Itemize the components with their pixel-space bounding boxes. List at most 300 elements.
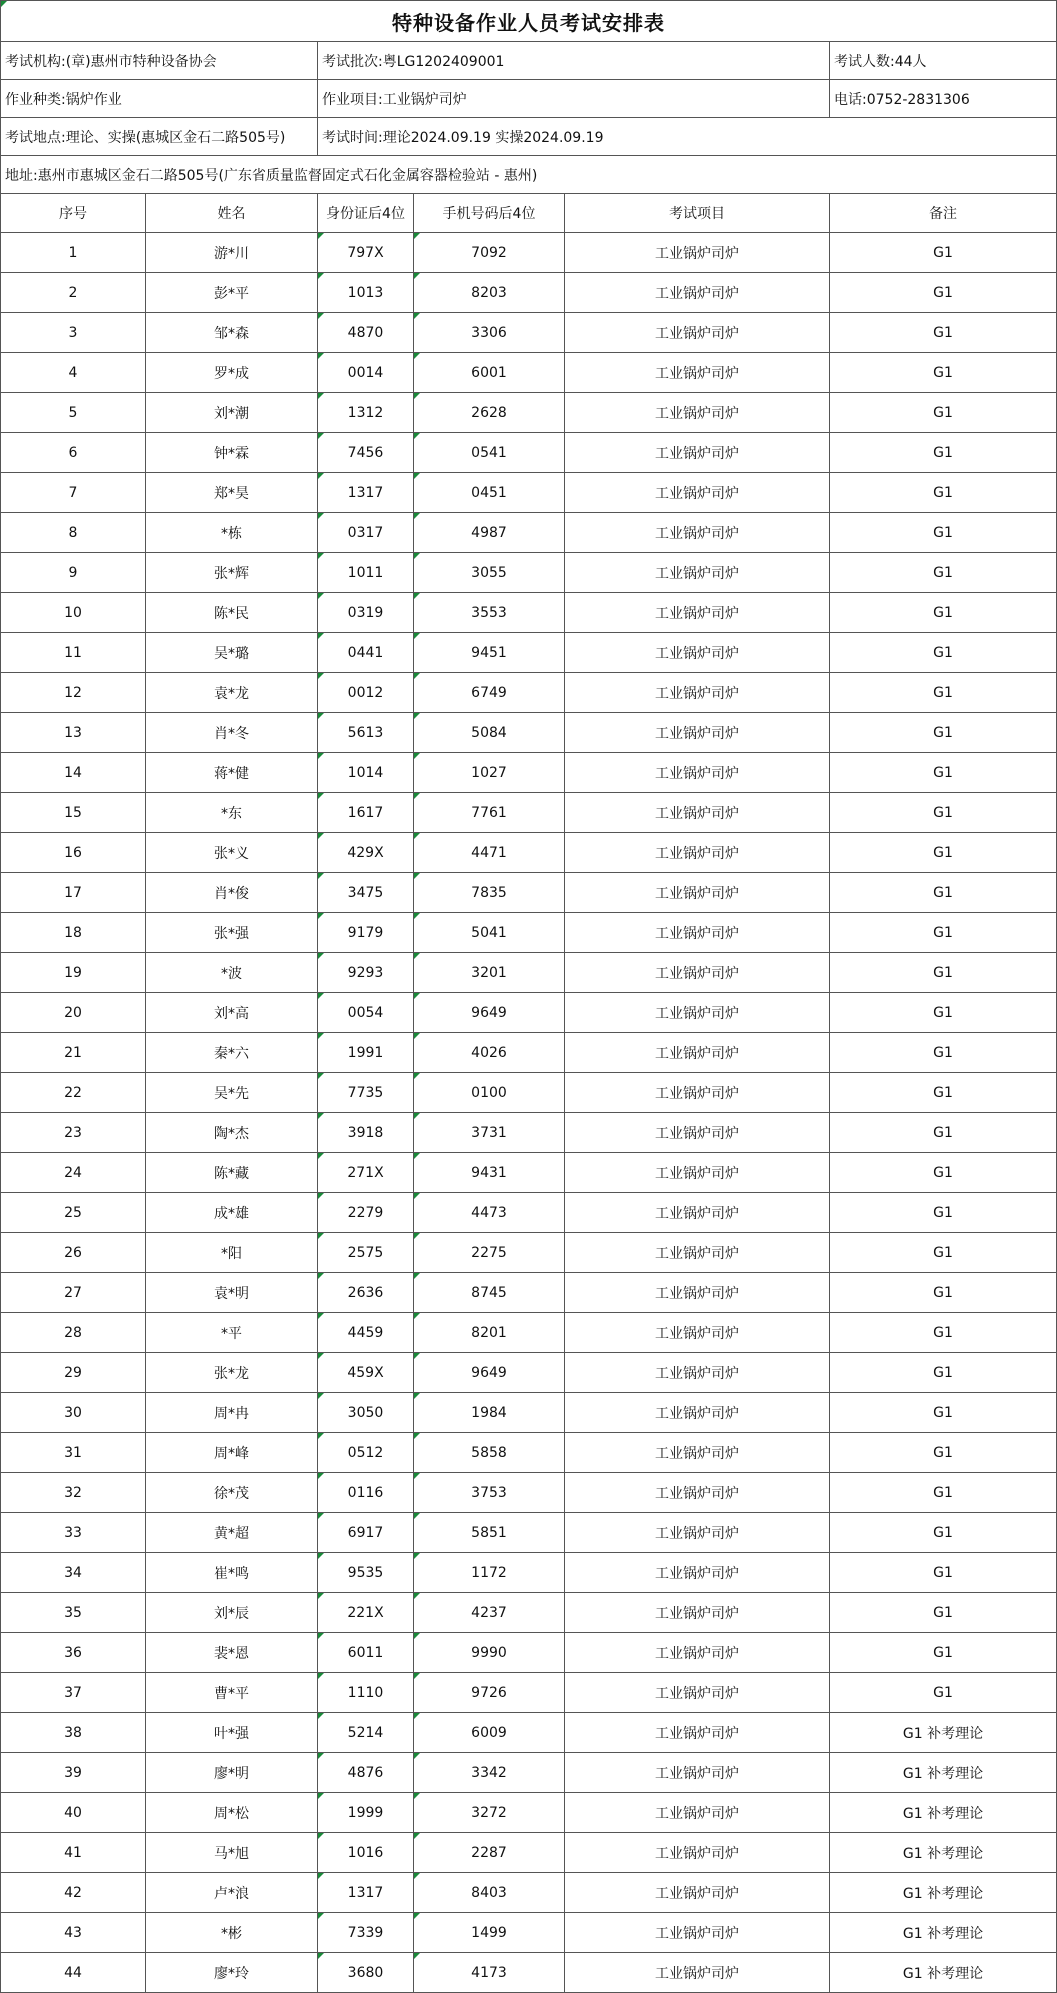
table-row (1, 873, 1057, 913)
cell-id-last4: 0012 (318, 673, 414, 713)
cell-seq: 24 (1, 1153, 146, 1193)
cell-seq: 40 (1, 1793, 146, 1833)
cell-seq: 11 (1, 633, 146, 673)
cell-seq: 37 (1, 1673, 146, 1713)
cell-id-last4: 1617 (318, 793, 414, 833)
table-row (1, 1273, 1057, 1313)
cell-phone-last4: 9649 (414, 993, 565, 1033)
cell-name: *栋 (146, 513, 318, 553)
cell-remark: G1 (830, 1113, 1057, 1153)
cell-remark: G1 (830, 1473, 1057, 1513)
cell-phone-last4: 8403 (414, 1873, 565, 1913)
cell-exam-item: 工业锅炉司炉 (565, 1953, 830, 1993)
cell-phone-last4: 0451 (414, 473, 565, 513)
cell-phone-last4: 2275 (414, 1233, 565, 1273)
exam-time: 考试时间:理论2024.09.19 实操2024.09.19 (318, 118, 1057, 156)
cell-exam-item: 工业锅炉司炉 (565, 953, 830, 993)
cell-name: 袁*龙 (146, 673, 318, 713)
cell-phone-last4: 3306 (414, 313, 565, 353)
table-row (1, 353, 1057, 393)
cell-remark: G1 (830, 913, 1057, 953)
cell-name: 成*雄 (146, 1193, 318, 1233)
table-row (1, 1393, 1057, 1433)
cell-exam-item: 工业锅炉司炉 (565, 1273, 830, 1313)
cell-name: 周*冉 (146, 1393, 318, 1433)
cell-id-last4: 9179 (318, 913, 414, 953)
cell-name: 曹*平 (146, 1673, 318, 1713)
exam-count: 考试人数:44人 (830, 42, 1057, 80)
cell-seq: 14 (1, 753, 146, 793)
table-row (1, 713, 1057, 753)
cell-phone-last4: 2628 (414, 393, 565, 433)
cell-exam-item: 工业锅炉司炉 (565, 393, 830, 433)
table-row (1, 1353, 1057, 1393)
cell-id-last4: 7339 (318, 1913, 414, 1953)
cell-seq: 34 (1, 1553, 146, 1593)
cell-id-last4: 459X (318, 1353, 414, 1393)
cell-seq: 10 (1, 593, 146, 633)
table-row (1, 633, 1057, 673)
cell-id-last4: 7456 (318, 433, 414, 473)
cell-exam-item: 工业锅炉司炉 (565, 673, 830, 713)
cell-exam-item: 工业锅炉司炉 (565, 1873, 830, 1913)
cell-name: 廖*玲 (146, 1953, 318, 1993)
table-row (1, 513, 1057, 553)
cell-seq: 3 (1, 313, 146, 353)
cell-name: 徐*茂 (146, 1473, 318, 1513)
table-row (1, 1913, 1057, 1953)
cell-exam-item: 工业锅炉司炉 (565, 1153, 830, 1193)
cell-id-last4: 271X (318, 1153, 414, 1193)
cell-name: 崔*鸣 (146, 1553, 318, 1593)
cell-phone-last4: 4987 (414, 513, 565, 553)
cell-exam-item: 工业锅炉司炉 (565, 1833, 830, 1873)
exam-institution: 考试机构:(章)惠州市特种设备协会 (1, 42, 318, 80)
cell-phone-last4: 4237 (414, 1593, 565, 1633)
cell-name: 周*峰 (146, 1433, 318, 1473)
header-name: 姓名 (146, 194, 318, 233)
cell-seq: 18 (1, 913, 146, 953)
cell-seq: 15 (1, 793, 146, 833)
cell-name: 叶*强 (146, 1713, 318, 1753)
table-row (1, 553, 1057, 593)
cell-phone-last4: 9431 (414, 1153, 565, 1193)
cell-phone-last4: 3553 (414, 593, 565, 633)
cell-seq: 33 (1, 1513, 146, 1553)
cell-id-last4: 2575 (318, 1233, 414, 1273)
cell-seq: 17 (1, 873, 146, 913)
cell-phone-last4: 7092 (414, 233, 565, 273)
table-row (1, 1113, 1057, 1153)
cell-name: 裴*恩 (146, 1633, 318, 1673)
cell-remark: G1 (830, 1073, 1057, 1113)
cell-seq: 25 (1, 1193, 146, 1233)
cell-seq: 44 (1, 1953, 146, 1993)
cell-seq: 30 (1, 1393, 146, 1433)
cell-name: 廖*明 (146, 1753, 318, 1793)
cell-name: *波 (146, 953, 318, 993)
cell-name: 蒋*健 (146, 753, 318, 793)
cell-name: 彭*平 (146, 273, 318, 313)
table-row (1, 1553, 1057, 1593)
cell-name: 张*龙 (146, 1353, 318, 1393)
cell-id-last4: 0116 (318, 1473, 414, 1513)
cell-seq: 1 (1, 233, 146, 273)
cell-remark: G1 (830, 1393, 1057, 1433)
cell-phone-last4: 5084 (414, 713, 565, 753)
cell-phone-last4: 3753 (414, 1473, 565, 1513)
cell-seq: 32 (1, 1473, 146, 1513)
cell-exam-item: 工业锅炉司炉 (565, 1193, 830, 1233)
cell-id-last4: 221X (318, 1593, 414, 1633)
cell-phone-last4: 9990 (414, 1633, 565, 1673)
cell-seq: 41 (1, 1833, 146, 1873)
cell-remark: G1 (830, 433, 1057, 473)
cell-seq: 22 (1, 1073, 146, 1113)
cell-phone-last4: 7835 (414, 873, 565, 913)
table-row (1, 1873, 1057, 1913)
cell-exam-item: 工业锅炉司炉 (565, 713, 830, 753)
table-row (1, 1513, 1057, 1553)
cell-name: 马*旭 (146, 1833, 318, 1873)
table-row (1, 753, 1057, 793)
cell-name: 黄*超 (146, 1513, 318, 1553)
cell-remark: G1 (830, 593, 1057, 633)
exam-address: 地址:惠州市惠城区金石二路505号(广东省质量监督固定式石化金属容器检验站 - 惠州) (1, 156, 1057, 194)
cell-id-last4: 797X (318, 233, 414, 273)
cell-remark: G1 (830, 353, 1057, 393)
cell-id-last4: 5214 (318, 1713, 414, 1753)
cell-id-last4: 4459 (318, 1313, 414, 1353)
cell-seq: 36 (1, 1633, 146, 1673)
cell-phone-last4: 4173 (414, 1953, 565, 1993)
cell-exam-item: 工业锅炉司炉 (565, 273, 830, 313)
cell-phone-last4: 3342 (414, 1753, 565, 1793)
cell-seq: 5 (1, 393, 146, 433)
cell-remark: G1 (830, 873, 1057, 913)
cell-id-last4: 1991 (318, 1033, 414, 1073)
cell-name: 郑*昊 (146, 473, 318, 513)
cell-phone-last4: 8201 (414, 1313, 565, 1353)
cell-phone-last4: 6009 (414, 1713, 565, 1753)
page-title: 特种设备作业人员考试安排表 (1, 1, 1057, 42)
cell-name: 袁*明 (146, 1273, 318, 1313)
cell-exam-item: 工业锅炉司炉 (565, 1713, 830, 1753)
cell-phone-last4: 5851 (414, 1513, 565, 1553)
table-row (1, 1793, 1057, 1833)
cell-remark: G1 补考理论 (830, 1873, 1057, 1913)
cell-remark: G1 (830, 1033, 1057, 1073)
cell-id-last4: 1110 (318, 1673, 414, 1713)
cell-remark: G1 (830, 753, 1057, 793)
cell-id-last4: 1317 (318, 473, 414, 513)
table-row (1, 593, 1057, 633)
cell-phone-last4: 1172 (414, 1553, 565, 1593)
table-row (1, 673, 1057, 713)
cell-remark: G1 (830, 713, 1057, 753)
work-category: 作业种类:锅炉作业 (1, 80, 318, 118)
cell-exam-item: 工业锅炉司炉 (565, 1393, 830, 1433)
cell-exam-item: 工业锅炉司炉 (565, 233, 830, 273)
cell-id-last4: 7735 (318, 1073, 414, 1113)
cell-exam-item: 工业锅炉司炉 (565, 1473, 830, 1513)
cell-exam-item: 工业锅炉司炉 (565, 1513, 830, 1553)
cell-seq: 23 (1, 1113, 146, 1153)
cell-seq: 12 (1, 673, 146, 713)
cell-seq: 42 (1, 1873, 146, 1913)
cell-id-last4: 3680 (318, 1953, 414, 1993)
cell-remark: G1 (830, 1153, 1057, 1193)
table-row (1, 1753, 1057, 1793)
cell-exam-item: 工业锅炉司炉 (565, 633, 830, 673)
cell-id-last4: 1014 (318, 753, 414, 793)
cell-name: 张*义 (146, 833, 318, 873)
cell-exam-item: 工业锅炉司炉 (565, 1113, 830, 1153)
cell-exam-item: 工业锅炉司炉 (565, 913, 830, 953)
cell-exam-item: 工业锅炉司炉 (565, 753, 830, 793)
cell-name: *东 (146, 793, 318, 833)
cell-id-last4: 429X (318, 833, 414, 873)
table-row (1, 1633, 1057, 1673)
cell-phone-last4: 6749 (414, 673, 565, 713)
table-row (1, 1033, 1057, 1073)
cell-remark: G1 补考理论 (830, 1713, 1057, 1753)
cell-name: 肖*冬 (146, 713, 318, 753)
cell-phone-last4: 0541 (414, 433, 565, 473)
exam-batch: 考试批次:粤LG1202409001 (318, 42, 830, 80)
cell-phone-last4: 1984 (414, 1393, 565, 1433)
table-row (1, 1313, 1057, 1353)
cell-name: 卢*浪 (146, 1873, 318, 1913)
cell-remark: G1 (830, 1513, 1057, 1553)
cell-name: 张*强 (146, 913, 318, 953)
cell-seq: 9 (1, 553, 146, 593)
cell-phone-last4: 9649 (414, 1353, 565, 1393)
cell-remark: G1 补考理论 (830, 1913, 1057, 1953)
cell-remark: G1 (830, 1593, 1057, 1633)
cell-name: 陈*民 (146, 593, 318, 633)
cell-name: 钟*霖 (146, 433, 318, 473)
cell-id-last4: 4870 (318, 313, 414, 353)
cell-phone-last4: 7761 (414, 793, 565, 833)
table-row (1, 913, 1057, 953)
cell-exam-item: 工业锅炉司炉 (565, 593, 830, 633)
cell-phone-last4: 2287 (414, 1833, 565, 1873)
cell-remark: G1 (830, 273, 1057, 313)
cell-seq: 27 (1, 1273, 146, 1313)
table-row (1, 273, 1057, 313)
cell-name: 刘*辰 (146, 1593, 318, 1633)
cell-phone-last4: 3731 (414, 1113, 565, 1153)
cell-id-last4: 9293 (318, 953, 414, 993)
cell-id-last4: 1999 (318, 1793, 414, 1833)
cell-exam-item: 工业锅炉司炉 (565, 833, 830, 873)
cell-remark: G1 (830, 513, 1057, 553)
cell-name: 邹*森 (146, 313, 318, 353)
cell-remark: G1 (830, 833, 1057, 873)
table-row (1, 1473, 1057, 1513)
cell-phone-last4: 6001 (414, 353, 565, 393)
cell-seq: 26 (1, 1233, 146, 1273)
cell-id-last4: 6917 (318, 1513, 414, 1553)
cell-seq: 43 (1, 1913, 146, 1953)
cell-id-last4: 0319 (318, 593, 414, 633)
cell-exam-item: 工业锅炉司炉 (565, 993, 830, 1033)
cell-exam-item: 工业锅炉司炉 (565, 1073, 830, 1113)
cell-seq: 20 (1, 993, 146, 1033)
cell-name: *彬 (146, 1913, 318, 1953)
table-row (1, 1593, 1057, 1633)
cell-name: 陈*藏 (146, 1153, 318, 1193)
cell-name: 刘*高 (146, 993, 318, 1033)
cell-id-last4: 1013 (318, 273, 414, 313)
cell-remark: G1 (830, 1433, 1057, 1473)
table-row (1, 393, 1057, 433)
cell-name: 张*辉 (146, 553, 318, 593)
cell-name: 秦*六 (146, 1033, 318, 1073)
cell-id-last4: 9535 (318, 1553, 414, 1593)
cell-exam-item: 工业锅炉司炉 (565, 1433, 830, 1473)
table-row (1, 313, 1057, 353)
header-exam-item: 考试项目 (565, 194, 830, 233)
cell-id-last4: 1011 (318, 553, 414, 593)
cell-exam-item: 工业锅炉司炉 (565, 1633, 830, 1673)
cell-seq: 31 (1, 1433, 146, 1473)
table-row (1, 953, 1057, 993)
cell-phone-last4: 4473 (414, 1193, 565, 1233)
cell-remark: G1 (830, 1313, 1057, 1353)
cell-id-last4: 2636 (318, 1273, 414, 1313)
header-seq: 序号 (1, 194, 146, 233)
header-phone-last4: 手机号码后4位 (414, 194, 565, 233)
cell-id-last4: 4876 (318, 1753, 414, 1793)
cell-exam-item: 工业锅炉司炉 (565, 553, 830, 593)
cell-exam-item: 工业锅炉司炉 (565, 1793, 830, 1833)
cell-seq: 13 (1, 713, 146, 753)
cell-phone-last4: 0100 (414, 1073, 565, 1113)
cell-exam-item: 工业锅炉司炉 (565, 1753, 830, 1793)
cell-phone-last4: 8203 (414, 273, 565, 313)
cell-name: *阳 (146, 1233, 318, 1273)
table-row (1, 473, 1057, 513)
exam-location: 考试地点:理论、实操(惠城区金石二路505号) (1, 118, 318, 156)
cell-id-last4: 0054 (318, 993, 414, 1033)
cell-id-last4: 6011 (318, 1633, 414, 1673)
table-row (1, 1193, 1057, 1233)
cell-seq: 2 (1, 273, 146, 313)
cell-exam-item: 工业锅炉司炉 (565, 473, 830, 513)
cell-remark: G1 (830, 953, 1057, 993)
table-header-row (1, 194, 1057, 233)
cell-remark: G1 (830, 1353, 1057, 1393)
cell-exam-item: 工业锅炉司炉 (565, 873, 830, 913)
cell-phone-last4: 5858 (414, 1433, 565, 1473)
cell-id-last4: 3475 (318, 873, 414, 913)
cell-id-last4: 0317 (318, 513, 414, 553)
cell-seq: 4 (1, 353, 146, 393)
cell-remark: G1 (830, 1553, 1057, 1593)
cell-name: 吴*先 (146, 1073, 318, 1113)
cell-remark: G1 (830, 1673, 1057, 1713)
table-row (1, 1073, 1057, 1113)
cell-phone-last4: 4471 (414, 833, 565, 873)
cell-seq: 7 (1, 473, 146, 513)
table-row (1, 833, 1057, 873)
cell-name: 陶*杰 (146, 1113, 318, 1153)
cell-seq: 8 (1, 513, 146, 553)
cell-id-last4: 2279 (318, 1193, 414, 1233)
cell-phone-last4: 1027 (414, 753, 565, 793)
cell-remark: G1 补考理论 (830, 1833, 1057, 1873)
cell-remark: G1 (830, 553, 1057, 593)
cell-name: 周*松 (146, 1793, 318, 1833)
cell-remark: G1 (830, 673, 1057, 713)
table-row (1, 433, 1057, 473)
cell-seq: 6 (1, 433, 146, 473)
cell-phone-last4: 9451 (414, 633, 565, 673)
cell-remark: G1 (830, 1193, 1057, 1233)
cell-exam-item: 工业锅炉司炉 (565, 433, 830, 473)
cell-seq: 39 (1, 1753, 146, 1793)
cell-id-last4: 3918 (318, 1113, 414, 1153)
cell-remark: G1 (830, 1633, 1057, 1673)
cell-exam-item: 工业锅炉司炉 (565, 793, 830, 833)
cell-id-last4: 5613 (318, 713, 414, 753)
cell-exam-item: 工业锅炉司炉 (565, 353, 830, 393)
cell-seq: 19 (1, 953, 146, 993)
header-remark: 备注 (830, 194, 1057, 233)
cell-name: 游*川 (146, 233, 318, 273)
cell-id-last4: 1016 (318, 1833, 414, 1873)
table-row (1, 1433, 1057, 1473)
table-row (1, 233, 1057, 273)
cell-remark: G1 (830, 1233, 1057, 1273)
cell-id-last4: 1312 (318, 393, 414, 433)
cell-exam-item: 工业锅炉司炉 (565, 1913, 830, 1953)
cell-exam-item: 工业锅炉司炉 (565, 513, 830, 553)
cell-exam-item: 工业锅炉司炉 (565, 1673, 830, 1713)
cell-seq: 35 (1, 1593, 146, 1633)
cell-remark: G1 (830, 473, 1057, 513)
cell-phone-last4: 8745 (414, 1273, 565, 1313)
cell-id-last4: 0014 (318, 353, 414, 393)
cell-seq: 16 (1, 833, 146, 873)
cell-phone-last4: 4026 (414, 1033, 565, 1073)
cell-phone-last4: 9726 (414, 1673, 565, 1713)
cell-remark: G1 (830, 993, 1057, 1033)
cell-id-last4: 0512 (318, 1433, 414, 1473)
cell-name: 刘*潮 (146, 393, 318, 433)
cell-phone-last4: 1499 (414, 1913, 565, 1953)
table-row (1, 1833, 1057, 1873)
cell-remark: G1 (830, 1273, 1057, 1313)
cell-seq: 21 (1, 1033, 146, 1073)
cell-exam-item: 工业锅炉司炉 (565, 1233, 830, 1273)
cell-remark: G1 (830, 313, 1057, 353)
cell-phone-last4: 5041 (414, 913, 565, 953)
table-row (1, 1233, 1057, 1273)
cell-remark: G1 补考理论 (830, 1793, 1057, 1833)
cell-exam-item: 工业锅炉司炉 (565, 1313, 830, 1353)
table-row (1, 1153, 1057, 1193)
cell-phone-last4: 3201 (414, 953, 565, 993)
work-item: 作业项目:工业锅炉司炉 (318, 80, 830, 118)
cell-remark: G1 (830, 793, 1057, 833)
contact-phone: 电话:0752-2831306 (830, 80, 1057, 118)
cell-remark: G1 补考理论 (830, 1753, 1057, 1793)
cell-id-last4: 0441 (318, 633, 414, 673)
cell-name: *平 (146, 1313, 318, 1353)
